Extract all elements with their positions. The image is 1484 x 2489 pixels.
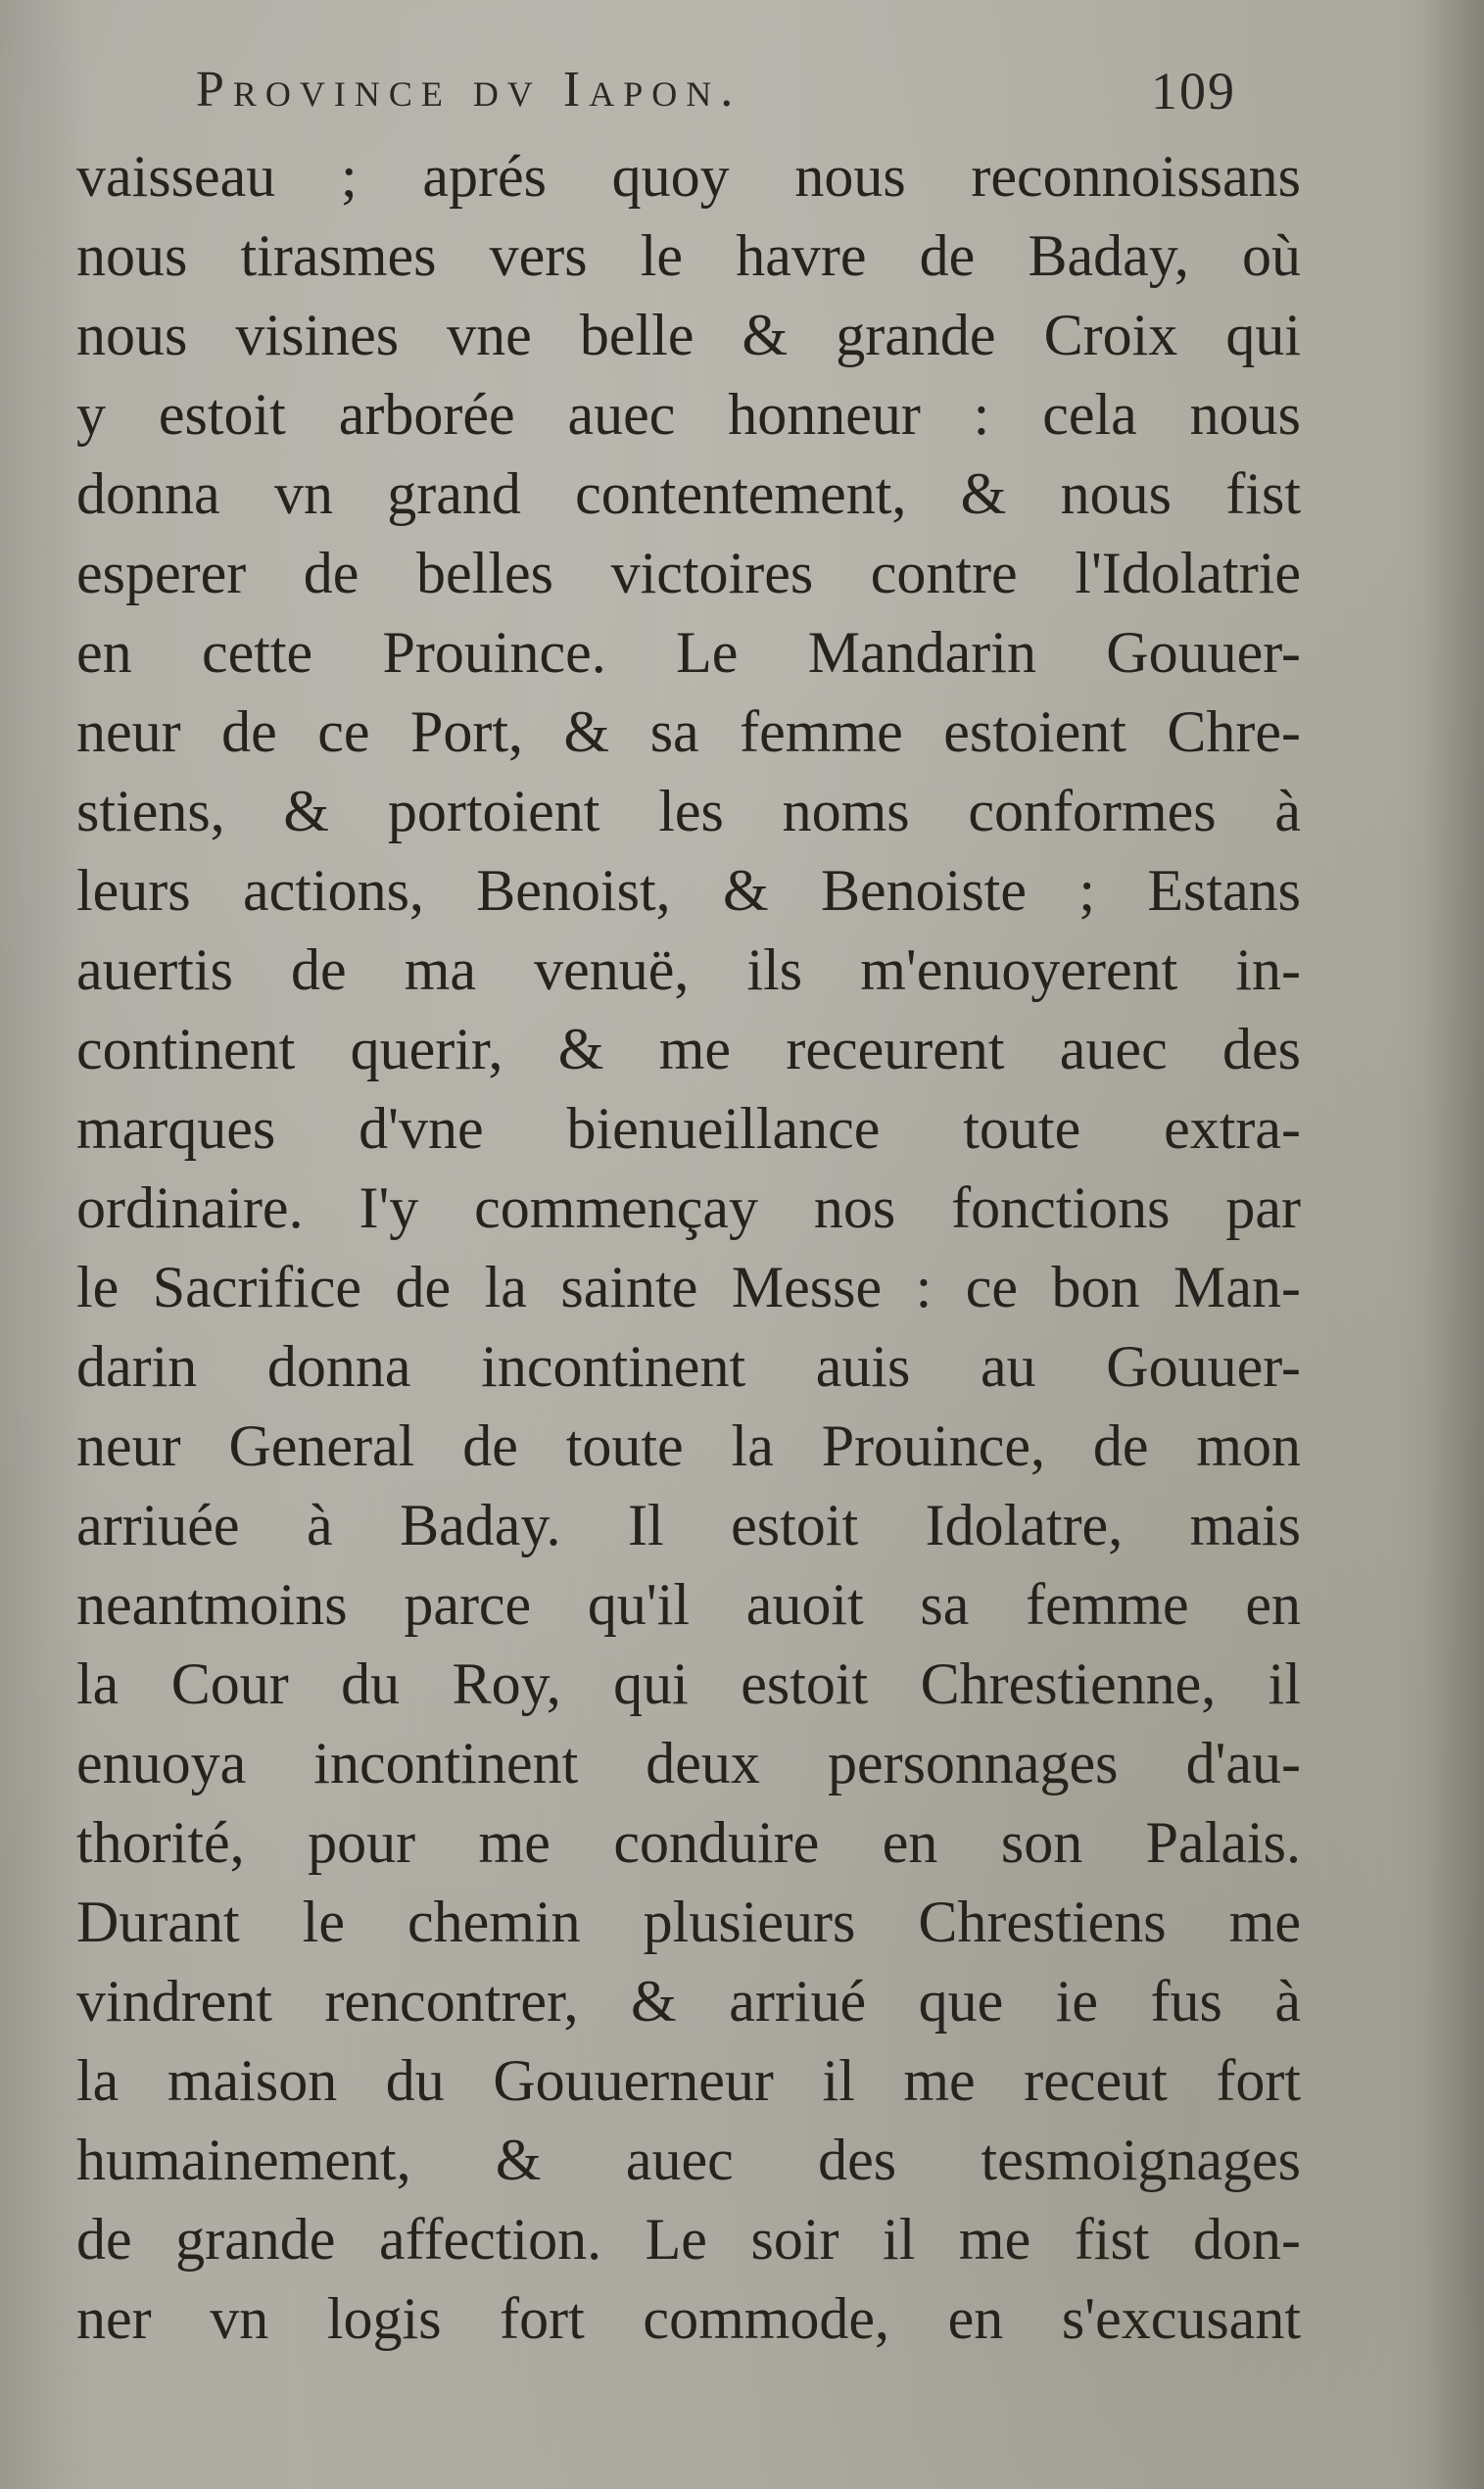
text-line: neur General de toute la Prouince, de mon [76, 1413, 1301, 1478]
text-line: vaisseau ; aprés quoy nous reconnoissans [76, 144, 1301, 209]
text-line: neantmoins parce qu'il auoit sa femme en [76, 1572, 1301, 1637]
text-line: nous visines vne belle & grande Croix qui [76, 303, 1301, 367]
text-line: la maison du Gouuerneur il me receut fort [76, 2048, 1301, 2113]
text-line: enuoya incontinent deux personnages d'au- [76, 1731, 1301, 1795]
page-header [196, 61, 1273, 139]
body-text [76, 137, 1301, 2359]
text-line: esperer de belles victoires contre l'Idolatrie [76, 541, 1301, 605]
text-line: la Cour du Roy, qui estoit Chrestienne, il [76, 1651, 1301, 1716]
text-line: darin donna incontinent auis au Gouuer- [76, 1334, 1301, 1399]
running-head: Province dv Iapon. [196, 62, 742, 118]
text-line: humainement, & auec des tesmoignages [76, 2128, 1301, 2192]
text-line: auertis de ma venuë, ils m'enuoyerent in- [76, 937, 1301, 1002]
text-line: neur de ce Port, & sa femme estoient Chre- [76, 699, 1301, 764]
text-line: arriuée à Baday. Il estoit Idolatre, mais [76, 1493, 1301, 1557]
page-number: 109 [1151, 62, 1236, 120]
text-line: Durant le chemin plusieurs Chrestiens me [76, 1890, 1301, 1954]
text-line: en cette Prouince. Le Mandarin Gouuer- [76, 620, 1301, 685]
text-line: ner vn logis fort commode, en s'excusant [76, 2286, 1301, 2351]
text-line: le Sacrifice de la sainte Messe : ce bon Man- [76, 1255, 1301, 1319]
text-line: y estoit arborée auec honneur : cela nous [76, 382, 1301, 447]
text-line: de grande affection. Le soir il me fist don- [76, 2207, 1301, 2272]
text-line: donna vn grand contentement, & nous fist [76, 461, 1301, 526]
text-line: marques d'vne bienueillance toute extra- [76, 1096, 1301, 1161]
text-line: leurs actions, Benoist, & Benoiste ; Estans [76, 858, 1301, 923]
text-line: continent querir, & me receurent auec des [76, 1017, 1301, 1081]
text-line: ordinaire. I'y commençay nos fonctions par [76, 1175, 1301, 1240]
text-line: stiens, & portoient les noms conformes à [76, 779, 1301, 843]
text-line: nous tirasmes vers le havre de Baday, où [76, 223, 1301, 288]
text-line: vindrent rencontrer, & arriué que ie fus à [76, 1969, 1301, 2034]
page-edge-shadow [1425, 0, 1484, 2489]
text-line: thorité, pour me conduire en son Palais. [76, 1810, 1301, 1875]
